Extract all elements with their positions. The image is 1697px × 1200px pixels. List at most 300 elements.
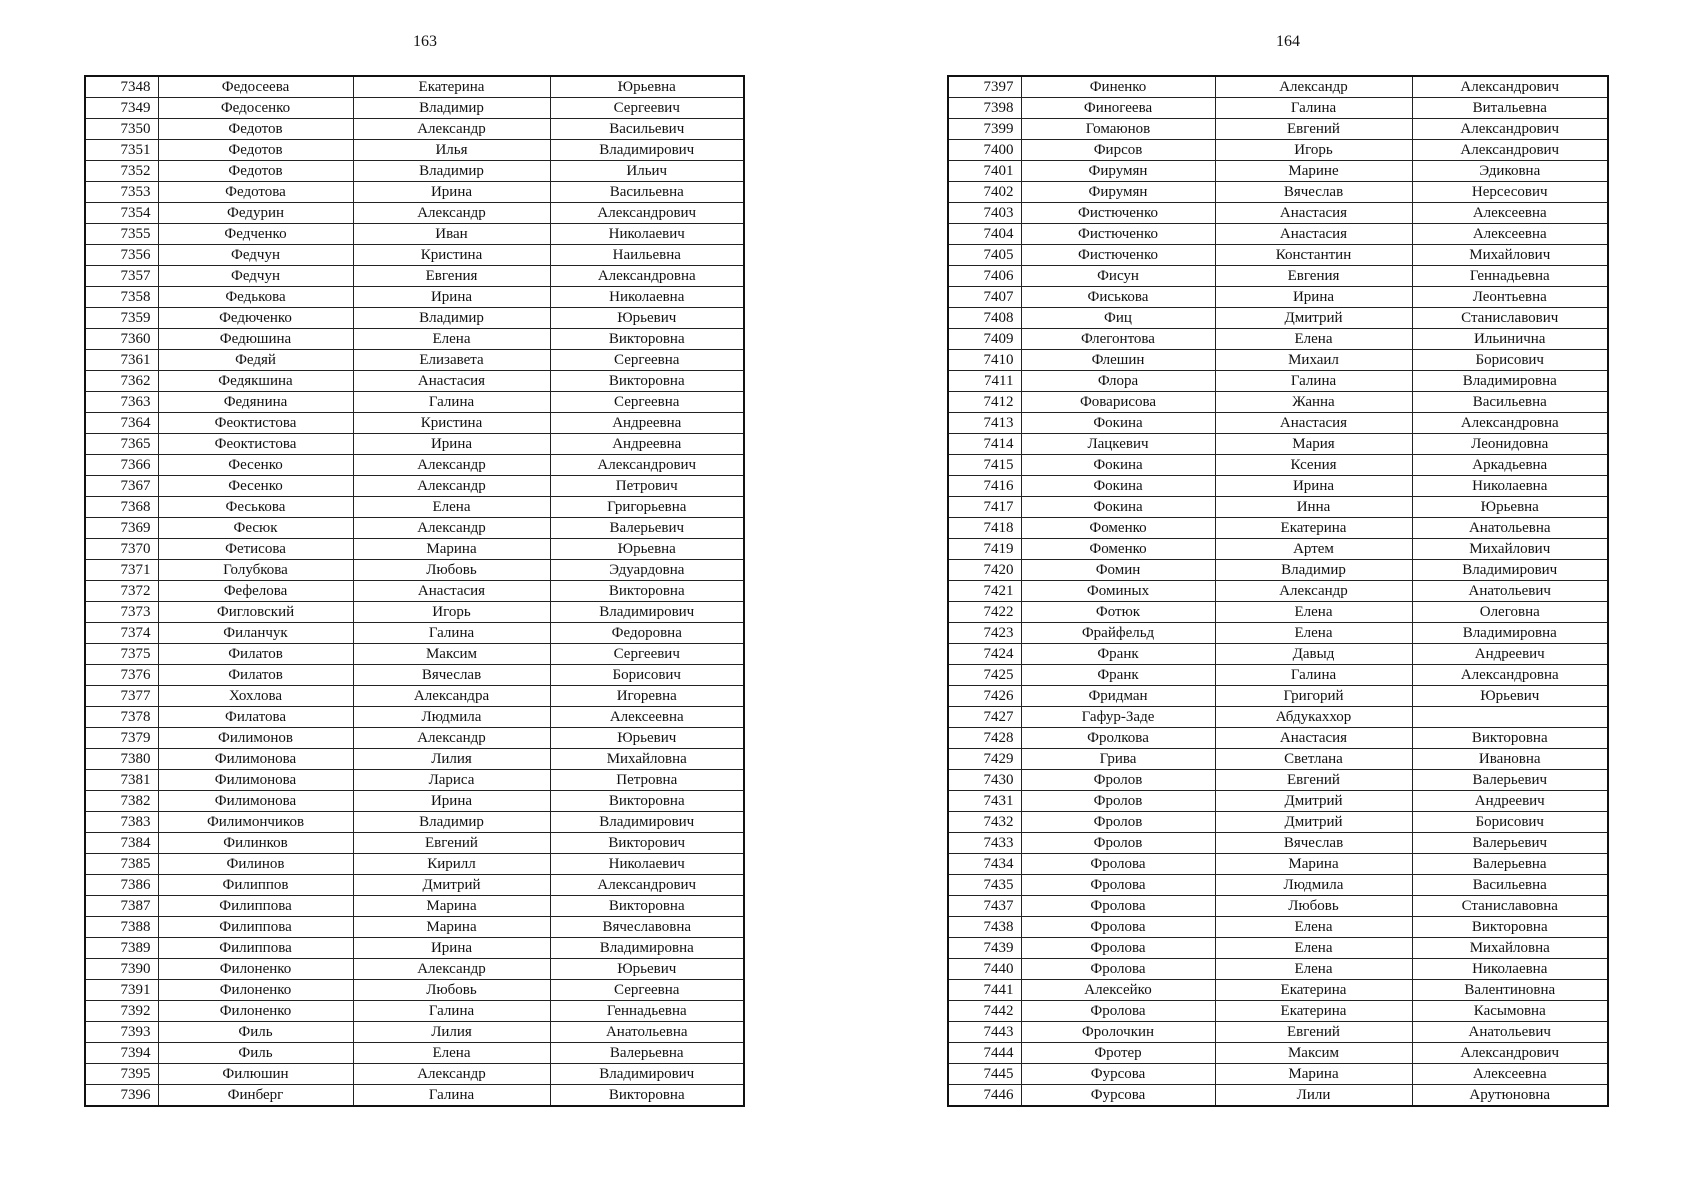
table-row [85,497,744,518]
first-name-cell: Екатерина [353,76,550,98]
record-number-cell: 7418 [948,518,1021,539]
first-name-cell: Григорий [1215,686,1412,707]
table-row [948,518,1608,539]
surname-cell: Феськова [158,497,353,518]
patronymic-cell: Юрьевна [550,539,744,560]
first-name-cell: Елена [353,497,550,518]
record-number-cell: 7349 [85,98,158,119]
first-name-cell: Владимир [353,98,550,119]
first-name-cell: Михаил [1215,350,1412,371]
record-number-cell: 7350 [85,119,158,140]
record-number-cell: 7348 [85,76,158,98]
patronymic-cell: Игоревна [550,686,744,707]
first-name-cell: Александр [353,476,550,497]
patronymic-cell: Алексеевна [1412,224,1608,245]
first-name-cell: Александр [1215,581,1412,602]
surname-cell: Фурсова [1021,1085,1215,1107]
patronymic-cell: Андреевна [550,434,744,455]
record-number-cell: 7417 [948,497,1021,518]
first-name-cell: Артем [1215,539,1412,560]
record-number-cell: 7401 [948,161,1021,182]
record-number-cell: 7445 [948,1064,1021,1085]
table-row [948,1085,1608,1107]
surname-cell: Фотюк [1021,602,1215,623]
surname-cell: Фролова [1021,854,1215,875]
record-number-cell: 7437 [948,896,1021,917]
surname-cell: Голубкова [158,560,353,581]
surname-cell: Фоменко [1021,518,1215,539]
patronymic-cell: Борисович [1412,350,1608,371]
surname-cell: Филинов [158,854,353,875]
record-number-cell: 7432 [948,812,1021,833]
first-name-cell: Инна [1215,497,1412,518]
table-row [948,308,1608,329]
first-name-cell: Владимир [353,308,550,329]
surname-cell: Фирсов [1021,140,1215,161]
table-row [948,560,1608,581]
patronymic-cell: Сергеевна [550,392,744,413]
record-number-cell: 7408 [948,308,1021,329]
first-name-cell: Анастасия [353,371,550,392]
table-row [85,1064,744,1085]
surname-cell: Фролова [1021,875,1215,896]
first-name-cell: Марине [1215,161,1412,182]
patronymic-cell: Александрович [550,455,744,476]
record-number-cell: 7440 [948,959,1021,980]
table-row [85,749,744,770]
record-number-cell: 7444 [948,1043,1021,1064]
patronymic-cell: Владимирович [550,1064,744,1085]
surname-cell: Финенко [1021,76,1215,98]
record-number-cell: 7356 [85,245,158,266]
record-number-cell: 7416 [948,476,1021,497]
surname-cell: Филиппова [158,896,353,917]
record-number-cell: 7392 [85,1001,158,1022]
first-name-cell: Ирина [1215,287,1412,308]
first-name-cell: Людмила [1215,875,1412,896]
table-row [85,287,744,308]
patronymic-cell: Петровна [550,770,744,791]
first-name-cell: Максим [353,644,550,665]
record-number-cell: 7390 [85,959,158,980]
first-name-cell: Любовь [353,560,550,581]
first-name-cell: Вячеслав [353,665,550,686]
record-number-cell: 7364 [85,413,158,434]
surname-cell: Фурсова [1021,1064,1215,1085]
record-number-cell: 7435 [948,875,1021,896]
table-row [85,1085,744,1107]
table-row [85,623,744,644]
table-row [948,392,1608,413]
first-name-cell: Владимир [353,161,550,182]
table-row [85,770,744,791]
surname-cell: Фролов [1021,791,1215,812]
first-name-cell: Александр [353,1064,550,1085]
surname-cell: Фокина [1021,497,1215,518]
first-name-cell: Екатерина [1215,518,1412,539]
patronymic-cell: Сергеевна [550,980,744,1001]
table-row [948,287,1608,308]
first-name-cell: Галина [1215,371,1412,392]
table-row [85,161,744,182]
table-row [85,644,744,665]
record-number-cell: 7420 [948,560,1021,581]
table-row [85,959,744,980]
patronymic-cell: Викторовна [550,1085,744,1107]
patronymic-cell: Владимировна [550,938,744,959]
table-row [948,1064,1608,1085]
record-number-cell: 7410 [948,350,1021,371]
patronymic-cell: Владимировна [1412,623,1608,644]
first-name-cell: Ксения [1215,455,1412,476]
page-number: 164 [1276,33,1300,50]
table-row [85,476,744,497]
first-name-cell: Евгений [1215,1022,1412,1043]
record-number-cell: 7353 [85,182,158,203]
surname-cell: Феоктистова [158,434,353,455]
record-number-cell: 7406 [948,266,1021,287]
table-row [948,581,1608,602]
table-row [85,308,744,329]
first-name-cell: Абдукаххор [1215,707,1412,728]
surname-cell: Фролов [1021,812,1215,833]
surname-cell: Филь [158,1043,353,1064]
table-row [948,728,1608,749]
record-number-cell: 7396 [85,1085,158,1107]
patronymic-cell: Викторовна [550,791,744,812]
first-name-cell: Дмитрий [1215,308,1412,329]
surname-cell: Фисун [1021,266,1215,287]
record-number-cell: 7387 [85,896,158,917]
first-name-cell: Евгения [353,266,550,287]
record-number-cell: 7366 [85,455,158,476]
table-row [85,581,744,602]
record-number-cell: 7384 [85,833,158,854]
surname-cell: Федотова [158,182,353,203]
surname-cell: Федотов [158,140,353,161]
patronymic-cell: Валерьевич [1412,770,1608,791]
patronymic-cell: Юрьевна [1412,497,1608,518]
record-number-cell: 7369 [85,518,158,539]
record-number-cell: 7433 [948,833,1021,854]
record-number-cell: 7363 [85,392,158,413]
record-number-cell: 7412 [948,392,1021,413]
patronymic-cell: Сергеевна [550,350,744,371]
surname-cell: Финогеева [1021,98,1215,119]
record-number-cell: 7403 [948,203,1021,224]
first-name-cell: Кирилл [353,854,550,875]
patronymic-cell: Сергеевич [550,644,744,665]
table-row [948,266,1608,287]
surname-cell: Фридман [1021,686,1215,707]
first-name-cell: Елена [1215,602,1412,623]
record-number-cell: 7426 [948,686,1021,707]
surname-cell: Филанчук [158,623,353,644]
first-name-cell: Евгения [1215,266,1412,287]
record-number-cell: 7405 [948,245,1021,266]
record-number-cell: 7391 [85,980,158,1001]
surname-cell: Флора [1021,371,1215,392]
first-name-cell: Елена [1215,917,1412,938]
first-name-cell: Дмитрий [1215,812,1412,833]
table-row [85,245,744,266]
record-number-cell: 7352 [85,161,158,182]
patronymic-cell: Станиславович [1412,308,1608,329]
patronymic-cell: Аркадьевна [1412,455,1608,476]
record-number-cell: 7398 [948,98,1021,119]
surname-cell: Фиц [1021,308,1215,329]
surname-cell: Фомин [1021,560,1215,581]
record-number-cell: 7371 [85,560,158,581]
surname-cell: Фистюченко [1021,224,1215,245]
surname-cell: Лацкевич [1021,434,1215,455]
patronymic-cell: Викторович [550,833,744,854]
table-row [948,812,1608,833]
roster-table [84,75,745,1107]
surname-cell: Федюшина [158,329,353,350]
record-number-cell: 7434 [948,854,1021,875]
record-number-cell: 7362 [85,371,158,392]
patronymic-cell: Александровна [1412,413,1608,434]
surname-cell: Хохлова [158,686,353,707]
surname-cell: Фролова [1021,896,1215,917]
record-number-cell: 7380 [85,749,158,770]
patronymic-cell: Владимировна [1412,371,1608,392]
table-row [948,203,1608,224]
surname-cell: Гомаюнов [1021,119,1215,140]
patronymic-cell: Анатольевна [1412,518,1608,539]
patronymic-cell: Викторовна [550,329,744,350]
first-name-cell: Анастасия [353,581,550,602]
surname-cell: Филинков [158,833,353,854]
record-number-cell: 7429 [948,749,1021,770]
patronymic-cell: Анатольевич [1412,581,1608,602]
patronymic-cell: Сергеевич [550,98,744,119]
first-name-cell: Александр [353,518,550,539]
record-number-cell: 7389 [85,938,158,959]
patronymic-cell: Николаевич [550,854,744,875]
patronymic-cell: Борисович [1412,812,1608,833]
surname-cell: Федякшина [158,371,353,392]
patronymic-cell: Валерьевич [550,518,744,539]
patronymic-cell: Васильевна [1412,392,1608,413]
record-number-cell: 7395 [85,1064,158,1085]
patronymic-cell: Олеговна [1412,602,1608,623]
record-number-cell: 7378 [85,707,158,728]
record-number-cell: 7377 [85,686,158,707]
table-row [85,76,744,98]
surname-cell: Гафур-Заде [1021,707,1215,728]
patronymic-cell: Ивановна [1412,749,1608,770]
first-name-cell: Анастасия [1215,413,1412,434]
table-row [948,1043,1608,1064]
patronymic-cell: Викторовна [550,896,744,917]
record-number-cell: 7438 [948,917,1021,938]
table-row [948,119,1608,140]
surname-cell: Фиськова [1021,287,1215,308]
record-number-cell: 7373 [85,602,158,623]
record-number-cell: 7413 [948,413,1021,434]
patronymic-cell: Андреевич [1412,791,1608,812]
first-name-cell: Любовь [353,980,550,1001]
record-number-cell: 7423 [948,623,1021,644]
first-name-cell: Марина [353,917,550,938]
table-row [948,224,1608,245]
patronymic-cell: Станиславовна [1412,896,1608,917]
first-name-cell: Ирина [353,287,550,308]
first-name-cell: Александр [353,203,550,224]
table-row [948,770,1608,791]
record-number-cell: 7397 [948,76,1021,98]
table-row [85,980,744,1001]
first-name-cell: Александр [353,728,550,749]
first-name-cell: Владимир [353,812,550,833]
first-name-cell: Ирина [1215,476,1412,497]
surname-cell: Феоктистова [158,413,353,434]
table-row [85,854,744,875]
patronymic-cell: Михайлович [1412,539,1608,560]
record-number-cell: 7372 [85,581,158,602]
patronymic-cell: Викторовна [1412,728,1608,749]
record-number-cell: 7370 [85,539,158,560]
patronymic-cell: Андреевна [550,413,744,434]
surname-cell: Федотов [158,119,353,140]
first-name-cell: Елена [1215,623,1412,644]
first-name-cell: Лариса [353,770,550,791]
first-name-cell: Елизавета [353,350,550,371]
table-row [948,896,1608,917]
table-row [85,560,744,581]
first-name-cell: Ирина [353,791,550,812]
record-number-cell: 7407 [948,287,1021,308]
record-number-cell: 7430 [948,770,1021,791]
patronymic-cell: Борисович [550,665,744,686]
patronymic-cell: Валерьевна [1412,854,1608,875]
record-number-cell: 7428 [948,728,1021,749]
patronymic-cell: Михайлович [1412,245,1608,266]
first-name-cell: Игорь [1215,140,1412,161]
record-number-cell: 7388 [85,917,158,938]
record-number-cell: 7379 [85,728,158,749]
patronymic-cell: Александрович [1412,140,1608,161]
table-row [85,434,744,455]
surname-cell: Филатов [158,644,353,665]
surname-cell: Федянина [158,392,353,413]
record-number-cell: 7411 [948,371,1021,392]
patronymic-cell: Анатольевна [550,1022,744,1043]
surname-cell: Фролова [1021,959,1215,980]
patronymic-cell: Наильевна [550,245,744,266]
table-row [948,76,1608,98]
surname-cell: Фесенко [158,455,353,476]
first-name-cell: Александр [353,959,550,980]
table-row [85,1022,744,1043]
first-name-cell: Ирина [353,434,550,455]
record-number-cell: 7359 [85,308,158,329]
first-name-cell: Екатерина [1215,1001,1412,1022]
table-row [85,98,744,119]
record-number-cell: 7385 [85,854,158,875]
record-number-cell: 7439 [948,938,1021,959]
first-name-cell: Анастасия [1215,728,1412,749]
table-row [948,434,1608,455]
patronymic-cell: Владимирович [550,602,744,623]
record-number-cell: 7367 [85,476,158,497]
table-row [948,686,1608,707]
surname-cell: Филимонова [158,791,353,812]
table-row [948,959,1608,980]
record-number-cell: 7404 [948,224,1021,245]
surname-cell: Филь [158,1022,353,1043]
record-number-cell: 7355 [85,224,158,245]
patronymic-cell: Ильич [550,161,744,182]
first-name-cell: Вячеслав [1215,833,1412,854]
record-number-cell: 7386 [85,875,158,896]
table-row [948,140,1608,161]
table-row [85,140,744,161]
surname-cell: Фирумян [1021,182,1215,203]
first-name-cell: Светлана [1215,749,1412,770]
surname-cell: Флешин [1021,350,1215,371]
patronymic-cell: Анатольевич [1412,1022,1608,1043]
surname-cell: Фролочкин [1021,1022,1215,1043]
surname-cell: Фролова [1021,938,1215,959]
record-number-cell: 7365 [85,434,158,455]
surname-cell: Фигловский [158,602,353,623]
record-number-cell: 7351 [85,140,158,161]
table-row [948,245,1608,266]
first-name-cell: Кристина [353,245,550,266]
first-name-cell: Мария [1215,434,1412,455]
first-name-cell: Евгений [353,833,550,854]
table-row [948,833,1608,854]
table-row [948,791,1608,812]
surname-cell: Финберг [158,1085,353,1107]
surname-cell: Федосенко [158,98,353,119]
first-name-cell: Любовь [1215,896,1412,917]
patronymic-cell: Федоровна [550,623,744,644]
patronymic-cell: Александрович [550,875,744,896]
table-row [85,455,744,476]
table-row [85,917,744,938]
table-row [948,329,1608,350]
first-name-cell: Лилия [353,1022,550,1043]
table-row [85,1001,744,1022]
record-number-cell: 7409 [948,329,1021,350]
surname-cell: Франк [1021,644,1215,665]
record-number-cell: 7421 [948,581,1021,602]
first-name-cell: Елена [1215,959,1412,980]
patronymic-cell: Александровна [1412,665,1608,686]
surname-cell: Фоварисова [1021,392,1215,413]
surname-cell: Фоменко [1021,539,1215,560]
patronymic-cell: Александрович [1412,1043,1608,1064]
record-number-cell: 7360 [85,329,158,350]
first-name-cell: Галина [353,1001,550,1022]
record-number-cell: 7446 [948,1085,1021,1107]
record-number-cell: 7374 [85,623,158,644]
surname-cell: Филатова [158,707,353,728]
record-number-cell: 7393 [85,1022,158,1043]
table-row [948,350,1608,371]
table-row [85,665,744,686]
patronymic-cell: Юрьевич [550,308,744,329]
first-name-cell: Анастасия [1215,224,1412,245]
first-name-cell: Кристина [353,413,550,434]
table-row [948,1022,1608,1043]
surname-cell: Филатов [158,665,353,686]
first-name-cell: Марина [353,539,550,560]
